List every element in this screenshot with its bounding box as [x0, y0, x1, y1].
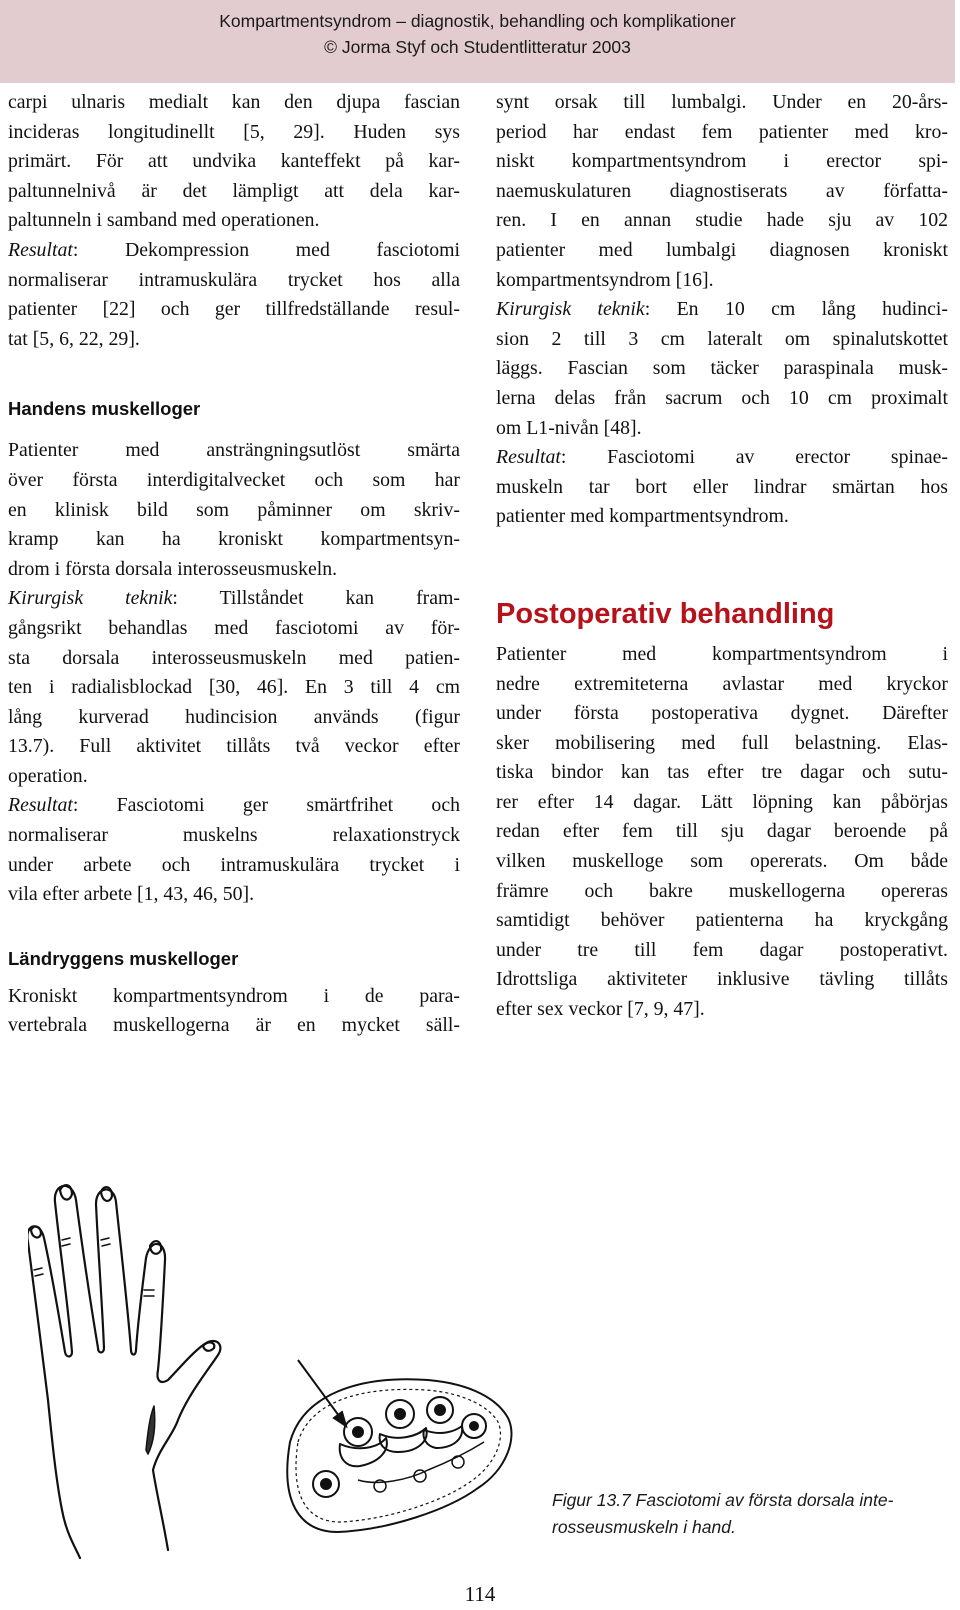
text-line: om L1-nivån [48]. — [496, 416, 642, 439]
text-fragment: : Fasciotomi av erector spinae- — [560, 446, 948, 469]
text-line: redan efter fem till sju dagar beroende på — [496, 820, 948, 843]
text-line: Patienter med kompartmentsyndrom i — [496, 642, 948, 665]
text-line: naemuskulaturen diagnostiserats av författa- — [496, 179, 948, 202]
page-number: 114 — [464, 1582, 496, 1606]
left-column — [8, 88, 460, 1041]
text-line: operation. — [8, 764, 88, 787]
text-line: normaliserar intramuskulära trycket hos alla — [8, 268, 460, 291]
text-line: synt orsak till lumbalgi. Under en 20-års- — [496, 91, 948, 113]
text-line: främre och bakre muskellogerna opereras — [496, 879, 948, 902]
text-line: rer efter 14 dagar. Lätt löpning kan påbörjas — [496, 790, 948, 813]
text-line: under första postoperativa dygnet. Därefter — [496, 702, 948, 725]
text-line: en klinisk bild som påminner om skriv- — [8, 498, 460, 521]
text-line: primärt. För att undvika kanteffekt på kar- — [8, 150, 460, 173]
text-line: patienter [22] och ger tillfredställande resul- — [8, 298, 460, 321]
text-fragment: : Fasciotomi ger smärtfrihet och — [72, 794, 460, 817]
technique-paragraph — [496, 295, 948, 443]
text-line: ren. I en annan studie hade sju av 102 — [496, 209, 948, 232]
text-line: sion 2 till 3 cm lateralt om spinalutskottet — [496, 327, 948, 350]
text-line: lerna delas från sacrum och 10 cm proximalt — [496, 386, 948, 409]
result-paragraph — [8, 791, 460, 909]
technique-label: Kirurgisk teknik — [496, 298, 645, 321]
text-line: kramp kan ha kroniskt kompartmentsyn- — [8, 528, 460, 551]
figure-caption — [552, 1487, 952, 1541]
hand-drawing — [28, 1185, 220, 1558]
text-line: patienter med kompartmentsyndrom. — [496, 505, 789, 528]
text-line: över första interdigitalvecket och som har — [8, 468, 460, 491]
hand-paragraph — [8, 436, 460, 584]
text-line: lång kurverad hudincision används (figur — [8, 705, 460, 728]
arrow-indicator — [298, 1360, 346, 1426]
result-label: Resultat — [8, 794, 73, 817]
section-heading-lumbar: Ländryggens muskelloger — [8, 947, 239, 969]
text-line: läggs. Fascian som täcker paraspinala musk- — [496, 357, 948, 380]
text-line: drom i första dorsala interosseusmuskeln. — [8, 557, 338, 580]
text-line — [8, 791, 460, 821]
text-line: vila efter arbete [1, 43, 46, 50]. — [8, 883, 255, 906]
result-paragraph — [496, 443, 948, 532]
text-line: muskeln tar bort eller lindrar smärtan hos — [496, 475, 948, 498]
text-line: samtidigt behöver patienterna ha kryckgång — [496, 909, 948, 932]
text-line: under arbete och intramuskulära trycket i — [8, 853, 460, 876]
result-paragraph — [8, 236, 460, 354]
text-line — [8, 584, 460, 614]
text-line: normaliserar muskelns relaxationstryck — [8, 824, 460, 847]
lumbar-paragraph — [8, 982, 460, 1041]
section-heading-hand: Handens muskelloger — [8, 398, 201, 420]
running-header — [0, 0, 955, 83]
text-line — [496, 443, 948, 473]
text-line: carpi ulnaris medialt kan den djupa fascian — [8, 91, 460, 113]
text-line: vertebrala muskellogerna är en mycket säll- — [8, 1014, 460, 1037]
text-line: paltunnelnivå är det lämpligt att dela kar- — [8, 179, 460, 202]
result-label: Resultat — [8, 238, 73, 261]
text-line: incideras longitudinellt [5, 29]. Huden sys — [8, 120, 460, 143]
text-line: Kroniskt kompartmentsyndrom i de para- — [8, 984, 460, 1007]
text-line: ten i radialisblockad [30, 46]. En 3 till 4 cm — [8, 676, 460, 699]
text-line: tiska bindor kan tas efter tre dagar och sutu- — [496, 761, 948, 784]
caption-line: rosseusmuskeln i hand. — [552, 1517, 736, 1537]
text-fragment: : Dekompression med fasciotomi — [72, 238, 460, 261]
text-line: sta dorsala interosseusmuskeln med patien- — [8, 646, 460, 669]
cross-section-drawing — [287, 1379, 511, 1532]
header-title: Kompartmentsyndrom – diagnostik, behandling och komplikationer — [219, 11, 736, 31]
lumbar-continued-paragraph — [496, 88, 948, 295]
technique-paragraph — [8, 584, 460, 791]
text-fragment: : Tillståndet kan fram- — [172, 587, 461, 610]
result-label: Resultat — [496, 446, 561, 469]
text-line: paltunneln i samband med operationen. — [8, 209, 320, 232]
text-line: Idrottsliga aktiviteter inklusive tävling tillåts — [496, 968, 948, 991]
text-line: sker mobilisering med full belastning. Elas- — [496, 731, 948, 754]
text-line: gångsrikt behandlas med fasciotomi av för- — [8, 616, 460, 639]
caption-line: Figur 13.7 Fasciotomi av första dorsala inte- — [552, 1490, 894, 1510]
text-fragment: : En 10 cm lång hudinci- — [644, 298, 949, 321]
text-line: Patienter med ansträngningsutlöst smärta — [8, 439, 460, 462]
text-line: niskt kompartmentsyndrom i erector spi- — [496, 150, 948, 173]
figure-hand-illustration — [28, 1180, 528, 1560]
text-line: vilken muskelloge som opererats. Om både — [496, 850, 948, 873]
section-heading-postop: Postoperativ behandling — [496, 597, 835, 630]
text-line — [496, 295, 948, 325]
text-line: 13.7). Full aktivitet tillåts två veckor efter — [8, 735, 460, 758]
text-line: patienter med lumbalgi diagnosen kroniskt — [496, 238, 948, 261]
intro-paragraph — [8, 88, 460, 236]
text-line: efter sex veckor [7, 9, 47]. — [496, 998, 705, 1021]
text-line: nedre extremiteterna avlastar med kryckor — [496, 672, 948, 695]
text-line: kompartmentsyndrom [16]. — [496, 268, 714, 291]
text-line — [8, 236, 460, 266]
postop-paragraph — [496, 640, 948, 1025]
text-line: period har endast fem patienter med kro- — [496, 120, 948, 143]
text-line: tat [5, 6, 22, 29]. — [8, 327, 140, 350]
header-copyright: © Jorma Styf och Studentlitteratur 2003 — [324, 37, 631, 57]
right-column — [496, 88, 948, 1025]
technique-label: Kirurgisk teknik — [8, 587, 173, 610]
text-line: under tre till fem dagar postoperativt. — [496, 938, 948, 961]
